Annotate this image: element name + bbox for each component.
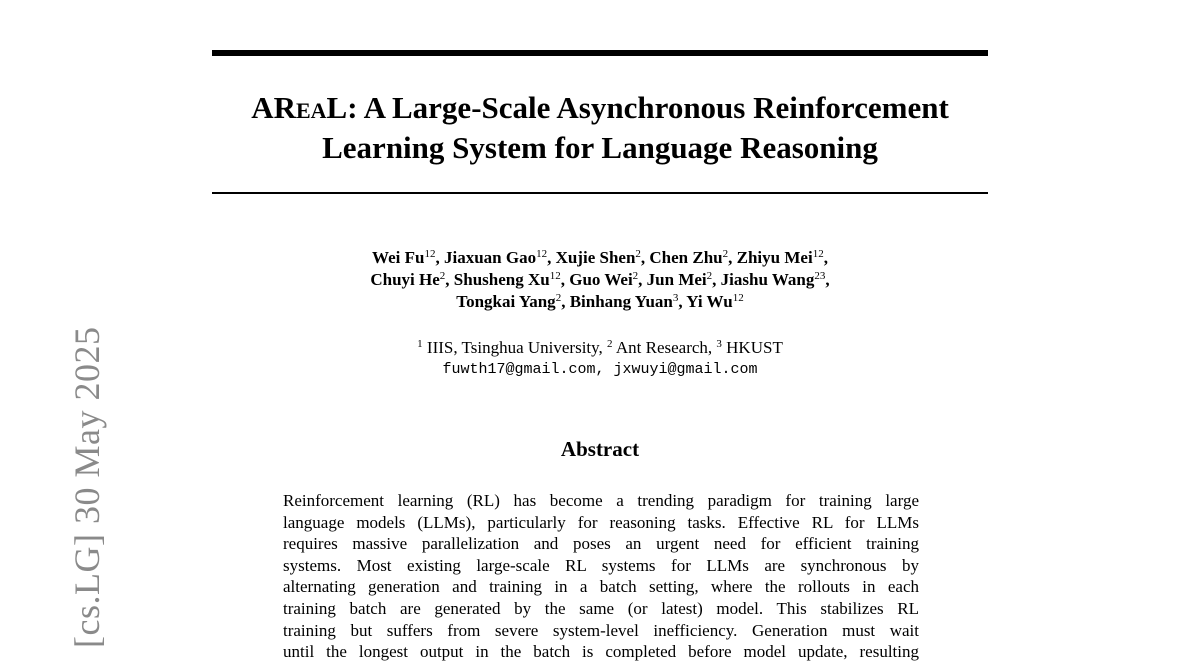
abstract-line: systems. Most existing large-scale RL systems for LLMs are synchronous by bbox=[283, 555, 919, 575]
arxiv-stamp: [cs.LG] 30 May 2025 bbox=[67, 326, 107, 648]
author bbox=[556, 248, 641, 267]
abstract-line: alternating generation and training in a batch setting, where the rollouts in each bbox=[283, 577, 919, 597]
author-affiliation-mark: 2 bbox=[439, 270, 446, 282]
title-system-name: AReaL bbox=[251, 90, 348, 125]
author-name: Yi Wu bbox=[686, 292, 733, 311]
author-affiliation-mark: 2 bbox=[706, 270, 713, 282]
affiliations: $^1$ IIIS, Tsinghua University, $^2$ Ant Research, $^3$ HKUST bbox=[417, 338, 783, 357]
author-list: Wei Fu$^{12}$, Jiaxuan Gao$^{12}$, Xujie Shen$^2$, Chen Zhu$^2$, Zhiyu Mei$^{12}$, Chuyi He$^2$, Shusheng Xu$^{12}$, Guo Wei$^2$, Jun Mei$^2$, Jiashu Wang$^{23}$, Tongkai Yang$^2$, Binhang Yuan$^3$, Yi Wu$^{12}$ bbox=[370, 248, 830, 311]
abstract-body bbox=[283, 490, 919, 663]
author-name: Tongkai Yang bbox=[456, 292, 556, 311]
author bbox=[454, 270, 561, 289]
author-name: Xujie Shen bbox=[555, 248, 636, 267]
abstract-line: training batch are generated by the same (or latest) model. This stabilizes RL bbox=[283, 598, 919, 618]
abstract-heading: Abstract bbox=[560, 437, 640, 461]
author bbox=[372, 248, 435, 267]
author-affiliation-mark: 2 bbox=[555, 292, 562, 304]
author-name: Zhiyu Mei bbox=[736, 248, 813, 267]
abstract-line: training but suffers from severe system-level inefficiency. Generation must wait bbox=[283, 620, 919, 640]
author bbox=[456, 292, 561, 311]
author bbox=[444, 248, 547, 267]
title-line1-rest: : A Large-Scale Asynchronous Reinforcement bbox=[347, 90, 949, 125]
author bbox=[570, 292, 679, 311]
affiliation-number: 2 bbox=[607, 338, 613, 350]
author bbox=[686, 292, 743, 311]
abstract-line: until the longest output in the batch is completed before model update, resulting bbox=[283, 642, 919, 662]
title-rule-top bbox=[212, 50, 988, 56]
author-affiliation-mark: 2 bbox=[632, 270, 639, 282]
author-name: Jun Mei bbox=[646, 270, 707, 289]
author-name: Jiashu Wang bbox=[720, 270, 815, 289]
author-name: Binhang Yuan bbox=[569, 292, 673, 311]
author-affiliation-mark: 12 bbox=[732, 292, 744, 304]
affiliation-name: IIIS, Tsinghua University bbox=[422, 338, 599, 357]
paper-title bbox=[180, 88, 1020, 168]
author-name: Chuyi He bbox=[370, 270, 440, 289]
author bbox=[569, 270, 638, 289]
affiliation-name: Ant Research bbox=[612, 338, 708, 357]
author-affiliation-mark: 12 bbox=[536, 248, 548, 260]
abstract-line: requires massive parallelization and poses an urgent need for efficient training bbox=[283, 534, 919, 554]
author-affiliation-mark: 23 bbox=[814, 270, 826, 282]
title-rule-bottom bbox=[212, 192, 988, 194]
author-affiliation-mark: 2 bbox=[635, 248, 641, 260]
author-affiliation-mark: 12 bbox=[549, 270, 561, 282]
author-name: Jiaxuan Gao bbox=[443, 248, 537, 267]
author-name: Shusheng Xu bbox=[453, 270, 550, 289]
author-affiliation-mark: 12 bbox=[812, 248, 824, 260]
author-affiliation-mark: 12 bbox=[424, 248, 436, 260]
affiliation-name: HKUST bbox=[721, 338, 783, 357]
affiliation-number: 1 bbox=[417, 338, 423, 350]
author-affiliation-mark: 3 bbox=[672, 292, 679, 304]
author bbox=[370, 270, 445, 289]
author-name: Wei Fu bbox=[372, 248, 425, 267]
author-affiliation-mark: 2 bbox=[722, 248, 729, 260]
author bbox=[721, 270, 826, 289]
title-line2: Learning System for Language Reasoning bbox=[322, 130, 878, 165]
author bbox=[647, 270, 712, 289]
author bbox=[649, 248, 728, 267]
author-name: Guo Wei bbox=[569, 270, 633, 289]
affiliation-number: 3 bbox=[716, 338, 722, 350]
author bbox=[737, 248, 824, 267]
abstract-line: Reinforcement learning (RL) has become a trending paradigm for training large bbox=[283, 491, 919, 510]
author-name: Chen Zhu bbox=[649, 248, 723, 267]
abstract-line: language models (LLMs), particularly for reasoning tasks. Effective RL for LLMs bbox=[283, 512, 919, 532]
contact-emails: fuwth17@gmail.com, jxwuyi@gmail.com bbox=[442, 361, 758, 378]
